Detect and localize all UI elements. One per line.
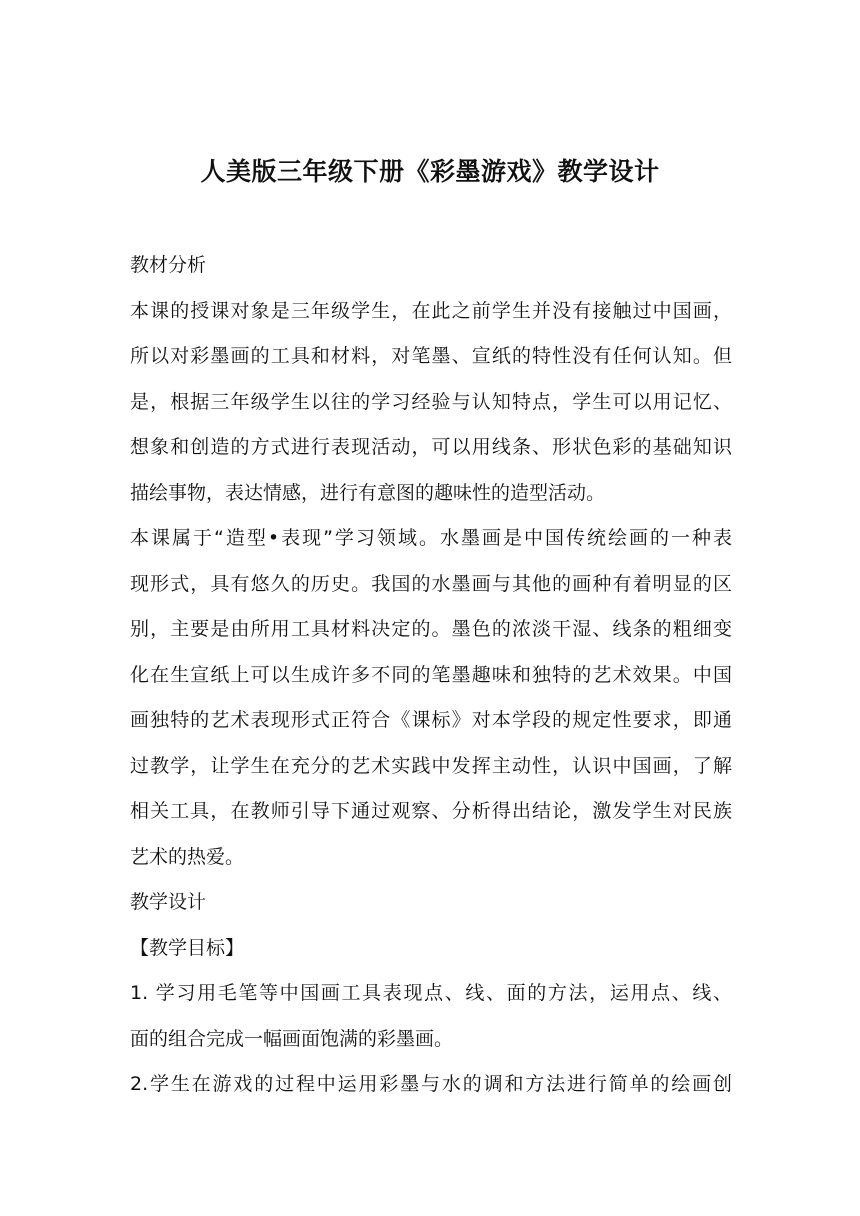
text-line: 教学设计	[130, 891, 207, 913]
text-line: 过教学，让学生在充分的艺术实践中发挥主动性，认识中国画，了解	[130, 754, 732, 777]
text-line: 1. 学习用毛笔等中国画工具表现点、线、面的方法，运用点、线、	[130, 982, 732, 1004]
text-line: 所以对彩墨画的工具和材料，对笔墨、宣纸的特性没有任何认知。但	[130, 345, 732, 367]
text-line: 是，根据三年级学生以往的学习经验与认知特点，学生可以用记忆、	[130, 390, 732, 413]
text-line: 化在生宣纸上可以生成许多不同的笔墨趣味和独特的艺术效果。中国	[130, 663, 732, 686]
text-line: 教材分析	[130, 254, 207, 276]
document-title: 人美版三年级下册《彩墨游戏》教学设计	[200, 157, 660, 186]
text-line: 本课属于“造型•表现”学习领域。水墨画是中国传统绘画的一种表	[130, 527, 732, 549]
text-line: 想象和创造的方式进行表现活动，可以用线条、形状色彩的基础知识	[130, 436, 732, 458]
document-body	[130, 243, 732, 1108]
text-line: 别，主要是由所用工具材料决定的。墨色的浓淡干湿、线条的粗细变	[130, 618, 732, 640]
text-line: 2.学生在游戏的过程中运用彩墨与水的调和方法进行简单的绘画创	[130, 1073, 732, 1095]
text-line: 艺术的热爱。	[130, 845, 245, 868]
text-line: 【教学目标】	[130, 936, 245, 959]
text-line: 本课的授课对象是三年级学生，在此之前学生并没有接触过中国画，	[130, 299, 732, 322]
text-line: 相关工具，在教师引导下通过观察、分析得出结论，激发学生对民族	[130, 800, 732, 822]
text-line: 现形式，具有悠久的历史。我国的水墨画与其他的画种有着明显的区	[130, 572, 732, 595]
text-line: 描绘事物，表达情感，进行有意图的趣味性的造型活动。	[130, 481, 606, 504]
text-line: 面的组合完成一幅画面饱满的彩墨画。	[130, 1027, 454, 1050]
text-line: 画独特的艺术表现形式正符合《课标》对本学段的规定性要求，即通	[130, 709, 732, 731]
